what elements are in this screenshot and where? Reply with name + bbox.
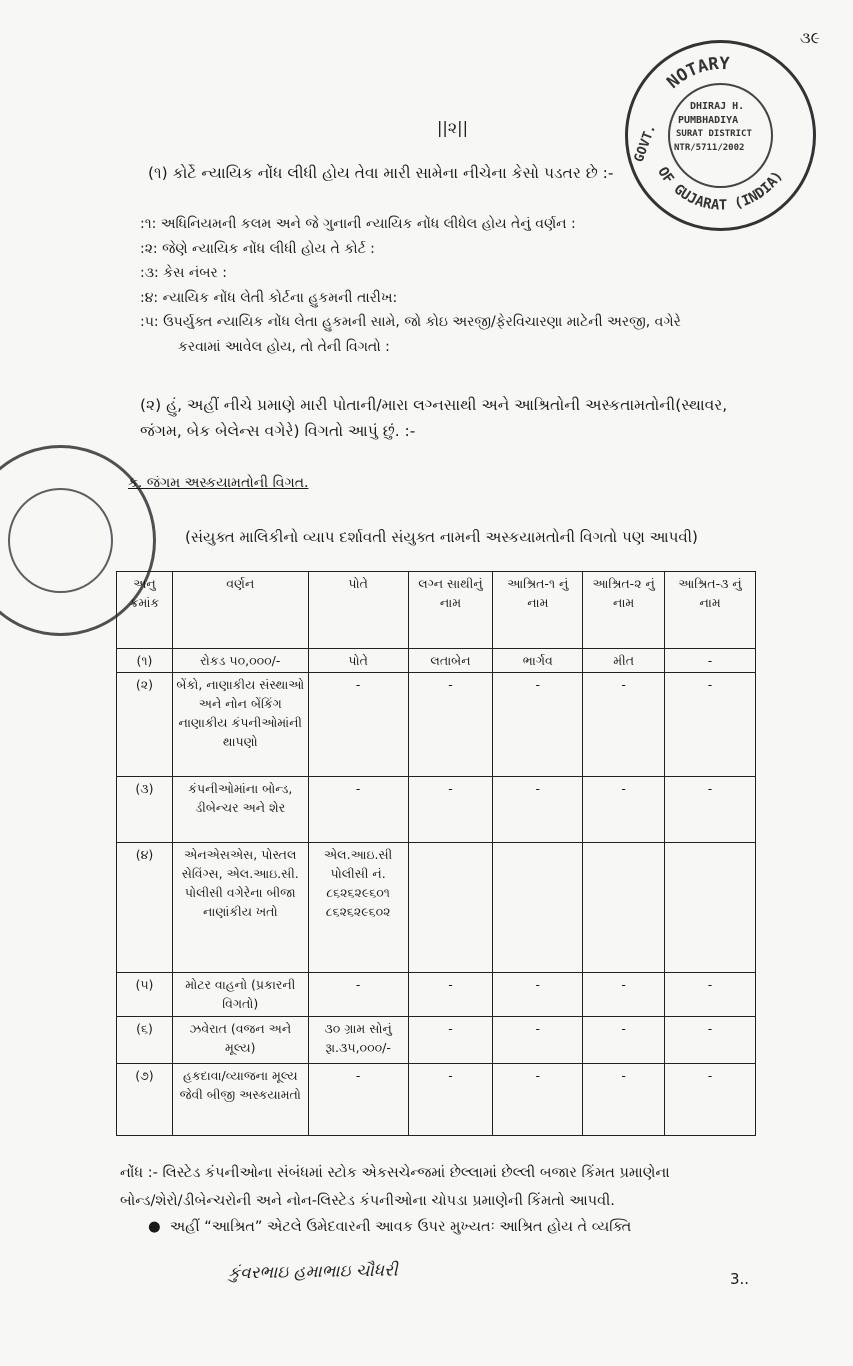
stamp-bottom-text: OF GUJARAT (INDIA): [654, 164, 787, 214]
cell: એલ.આઇ.સી પોલીસી નં. ૮૬૨૬૨૯૬૦૧ ૮૬૨૬૨૯૬૦૨: [308, 843, 408, 973]
cell: -: [665, 673, 756, 777]
header-dependent-1: આશ્રિત-૧ નું નામ: [493, 572, 583, 649]
cell: [408, 843, 493, 973]
section1-item: કરવામાં આવેલ હોય, તો તેની વિગતો :: [178, 338, 390, 355]
cell: કંપનીઓમાંના બોન્ડ, ડીબેન્ચર અને શેર: [172, 777, 308, 843]
cell: (૫): [117, 973, 173, 1017]
cell: (૩): [117, 777, 173, 843]
cell: બેંકો, નાણાકીય સંસ્થાઓ અને નોન બેંકિંગ નાણાકીય કંપનીઓમાંની થાપણો: [172, 673, 308, 777]
table-row: [117, 673, 756, 777]
cell: -: [665, 649, 756, 673]
cell: -: [308, 1064, 408, 1136]
stamp-district: SURAT DISTRICT: [676, 129, 752, 139]
cell: [583, 843, 665, 973]
section2-subheading: ક. જંગમ અસ્કયામતોની વિગત.: [128, 475, 309, 491]
table-row: [117, 1064, 756, 1136]
bullet-icon: ●: [148, 1219, 170, 1235]
cell: મોટર વાહનો (પ્રકારની વિગતો): [172, 973, 308, 1017]
cell: (૭): [117, 1064, 173, 1136]
header-serial: અનુ ક્રમાંક: [117, 572, 173, 649]
cell: પોતે: [308, 649, 408, 673]
assets-table: [116, 571, 756, 1136]
cell: -: [665, 777, 756, 843]
cell: [493, 843, 583, 973]
page-header-mark: ||૨||: [437, 118, 468, 137]
handwritten-signature: કુંવરભાઇ હમાભાઇ ચૌધરી: [227, 1260, 398, 1284]
cell: -: [493, 777, 583, 843]
cell: રોકડ ૫૦,૦૦૦/-: [172, 649, 308, 673]
cell: -: [408, 673, 493, 777]
cell: (૨): [117, 673, 173, 777]
cell: -: [408, 1064, 493, 1136]
cell: -: [493, 973, 583, 1017]
cell: (૧): [117, 649, 173, 673]
stamp-name: DHIRAJ H.: [690, 101, 745, 112]
cell: મીત: [583, 649, 665, 673]
table-row: [117, 973, 756, 1017]
table-row: [117, 649, 756, 673]
footer-bullet-text: અહીં “આશ્રિત” એટલે ઉમેદવારની આવક ઉપર મુખ્યતઃ આશ્રિત હોય તે વ્યક્તિ: [169, 1219, 632, 1235]
cell: એનએસએસ, પોસ્તલ સેવિંગ્સ, એલ.આઇ.સી. પોલીસી વગેરેના બીજા નાણાંકીય ખતો: [172, 843, 308, 973]
footer-note-line1: નોંધ :- લિસ્ટેડ કંપનીઓના સંબંધમાં સ્ટોક એકસચેન્જમાં છેલ્લામાં છેલ્લી બજાર કિંમત પ્રમાણેના: [120, 1165, 670, 1181]
section1-item: :૧: અધિનિયમની કલમ અને જે ગુનાની ન્યાયિક નોંધ લીધેલ હોય તેનું વર્ણન :: [140, 216, 576, 232]
section2-note: (સંયુક્ત માલિકીનો વ્યાપ દર્શાવતી સંયુક્ત નામની અસ્કયામતોની વિગતો પણ આપવી): [185, 528, 698, 546]
notary-stamp: [625, 40, 816, 231]
section2-line1: (૨) હું, અહીં નીચે પ્રમાણે મારી પોતાની/મારા લગ્નસાથી અને આશ્રિતોની અસ્કતામતોની(સ્થાવર,: [140, 396, 728, 414]
table-header-row: [117, 572, 756, 649]
header-dependent-2: આશ્રિત-૨ નું નામ: [583, 572, 665, 649]
cell: -: [493, 1064, 583, 1136]
table-row: [117, 777, 756, 843]
cell: -: [308, 973, 408, 1017]
cell: -: [408, 777, 493, 843]
stamp-reg: NTR/5711/2002: [674, 143, 745, 153]
svg-text:NOTARY: [663, 54, 730, 93]
svg-text:OF GUJARAT (INDIA): [654, 164, 786, 213]
cell: -: [308, 673, 408, 777]
cell: -: [665, 1064, 756, 1136]
cell: -: [665, 1017, 756, 1064]
cell: -: [408, 973, 493, 1017]
section1-item: :૪: ન્યાયિક નોંધ લેતી કોર્ટના હુકમની તારીખ:: [140, 289, 398, 306]
cell: -: [583, 1017, 665, 1064]
cell: ૩૦ ગ્રામ સોનું રૂા.૩૫,૦૦૦/-: [308, 1017, 408, 1064]
cell: -: [583, 973, 665, 1017]
footer-bullet: [148, 1214, 631, 1240]
footer-note-line2: બોન્ડ/શેરો/ડીબેન્ચરોની અને નોન-લિસ્ટેડ કંપનીઓના ચોપડા પ્રમાણેની કિંમતો આપવી.: [120, 1193, 615, 1209]
cell: -: [308, 777, 408, 843]
cell: (૪): [117, 843, 173, 973]
section1-item: :૫: ઉપર્યુક્ત ન્યાયિક નોંધ લેતા હુકમની સામે, જો કોઇ અરજી/ફેરવિચારણા માટેની અરજી, વગેરે: [140, 314, 681, 330]
stamp-top-text: NOTARY: [663, 53, 730, 93]
cell: હકદાવા/વ્યાજના મૂલ્ય જેવી બીજી અસ્કયામતો: [172, 1064, 308, 1136]
section1-item: :૩: કેસ નંબર :: [140, 265, 227, 281]
cell: -: [665, 973, 756, 1017]
cell: -: [493, 673, 583, 777]
cell: -: [583, 1064, 665, 1136]
section2-line2: જંગમ, બેક બેલેન્સ વગેરે) વિગતો આપું છું. :-: [140, 422, 416, 440]
cell: ઝવેરાત (વજન અને મૂલ્ય): [172, 1017, 308, 1064]
header-dependent-3: આશ્રિત-૩ નું નામ: [665, 572, 756, 649]
cell: -: [408, 1017, 493, 1064]
cell: લતાબેન: [408, 649, 493, 673]
section1-heading: (૧) કોર્ટે ન્યાયિક નોંધ લીધી હોય તેવા મારી સામેના નીચેના કેસો પડતર છે :-: [148, 164, 614, 182]
cell: -: [493, 1017, 583, 1064]
cell: [665, 843, 756, 973]
table-row: [117, 843, 756, 973]
header-description: વર્ણન: [172, 572, 308, 649]
table-row: [117, 1017, 756, 1064]
cell: (૬): [117, 1017, 173, 1064]
cell: -: [583, 777, 665, 843]
section1-items: [140, 212, 681, 359]
stamp-left-text: GOVT.: [631, 122, 660, 165]
header-spouse: લગ્ન સાથીનું નામ: [408, 572, 493, 649]
corner-page-number: ૩૯: [800, 28, 821, 47]
page-continue-number: 3..: [730, 1270, 750, 1288]
cell: -: [583, 673, 665, 777]
header-self: પોતે: [308, 572, 408, 649]
cell: ભાર્ગવ: [493, 649, 583, 673]
section1-item: :૨: જેણે ન્યાયિક નોંધ લીધી હોય તે કોર્ટ :: [140, 240, 375, 257]
stamp-surname: PUMBHADIYA: [678, 115, 739, 126]
